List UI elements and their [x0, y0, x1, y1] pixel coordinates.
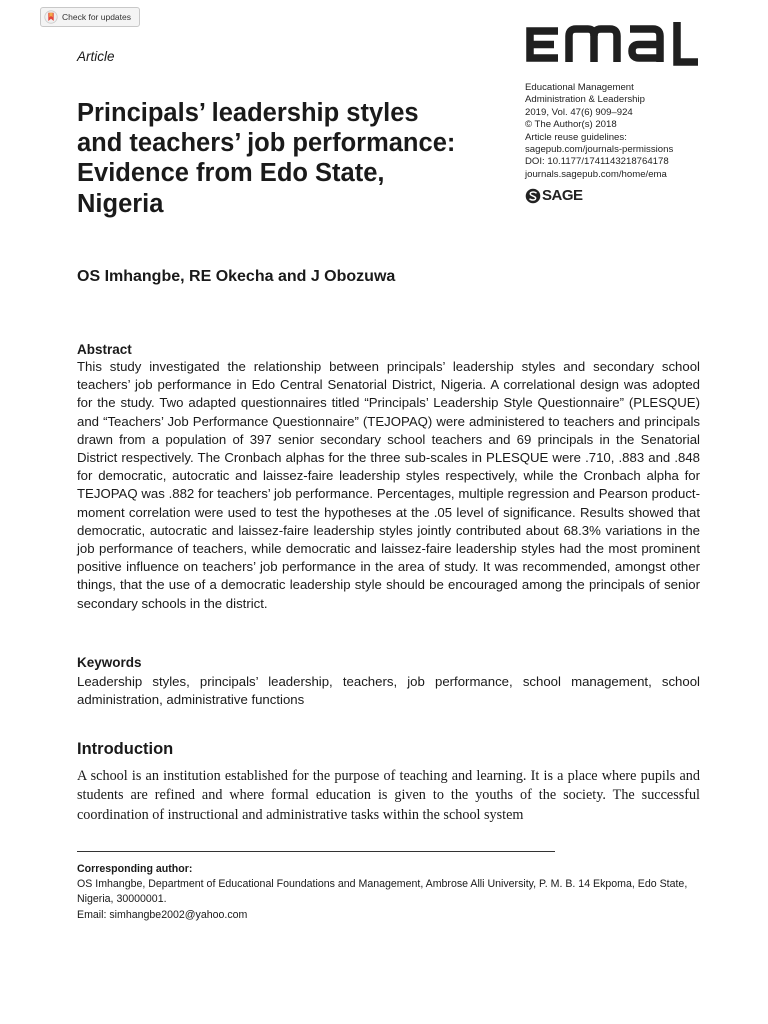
update-ribbon-icon	[44, 10, 58, 24]
doi-link[interactable]: DOI: 10.1177/1741143218764178	[525, 156, 669, 168]
journal-logo	[522, 20, 702, 66]
sage-logo-icon	[525, 188, 541, 204]
keywords-text: Leadership styles, principals’ leadership, teachers, job performance, school management, school administration, administrative functions	[77, 674, 700, 708]
abstract-heading: Abstract	[77, 342, 132, 357]
footnote-divider	[77, 851, 555, 852]
check-for-updates-button[interactable]	[40, 7, 140, 27]
corresponding-author-address: OS Imhangbe, Department of Educational Foundations and Management, Ambrose Alli University, P. M. B. 14 Ekpoma, Edo State, Nigeria, 30000001.	[77, 878, 688, 906]
check-for-updates-label: Check for updates	[62, 12, 131, 22]
journal-name-line-2: Administration & Leadership	[525, 94, 645, 106]
author-list: OS Imhangbe, RE Okecha and J Obozuwa	[77, 268, 396, 285]
article-type-label: Article	[77, 49, 115, 64]
title-line-3: Evidence from Edo State,	[77, 159, 385, 188]
article-title	[77, 98, 517, 219]
journal-volume: 2019, Vol. 47(6) 909–924	[525, 106, 633, 118]
title-line-2: and teachers’ job performance:	[77, 129, 456, 158]
journal-metadata	[525, 82, 673, 181]
reuse-guidelines-label: Article reuse guidelines:	[525, 131, 627, 143]
journal-copyright: © The Author(s) 2018	[525, 119, 617, 131]
permissions-link[interactable]: sagepub.com/journals-permissions	[525, 144, 674, 156]
corresponding-author-heading: Corresponding author:	[77, 863, 193, 875]
publisher-name: SAGE	[542, 187, 583, 204]
introduction-text: A school is an institution established for the purpose of teaching and learning. It is a place where pupils and students are refined and where formal education is given to the youths of the society. The successful coordination of instructional and administrative tasks within the school system	[77, 768, 700, 823]
title-line-4: Nigeria	[77, 189, 164, 218]
abstract-text: This study investigated the relationship between principals’ leadership styles and secondary school teachers’ job performance in Edo Central Senatorial District, Nigeria. A correlational design was adopted for the study. Two adapted questionnaires titled “Principals’ Leadership Style Questionnaire” (PLESQUE) and “Teachers’ Job Performance Questionnaire” (TEJOPAQ) were administered to teachers and principals drawn from a population of 397 senior secondary school teachers and 69 principals in the Senatorial District respectively. The Cronbach alphas for the three sub-scales in PLESQUE were .710, .883 and .848 for democratic, autocratic and laissez-faire leadership styles respectively, while the Cronbach alpha for TEJOPAQ was .882 for teachers’ job performance. Percentages, multiple regression and Pearson product-moment correlation were used to test the hypotheses at the .05 level of significance. Results showed that democratic, autocratic and laissez-faire leadership styles jointly contributed about 68.3% variations in the job performance of teachers, while democratic and laissez-faire leadership styles had the most prominent positive influence on teachers’ job performance in the area of study. It was recommended, amongst other things, that the use of a democratic leadership style should be encouraged among the principals of senior secondary schools in the district.	[77, 359, 700, 611]
publisher-logo	[525, 187, 583, 204]
title-line-1: Principals’ leadership styles	[77, 99, 419, 127]
journal-name-line-1: Educational Management	[525, 82, 634, 93]
corresponding-author-email[interactable]: Email: simhangbe2002@yahoo.com	[77, 908, 248, 921]
corresponding-author-note	[77, 862, 700, 923]
introduction-heading: Introduction	[77, 740, 174, 758]
journal-home-link[interactable]: journals.sagepub.com/home/ema	[525, 168, 667, 180]
keywords-heading: Keywords	[77, 655, 142, 670]
